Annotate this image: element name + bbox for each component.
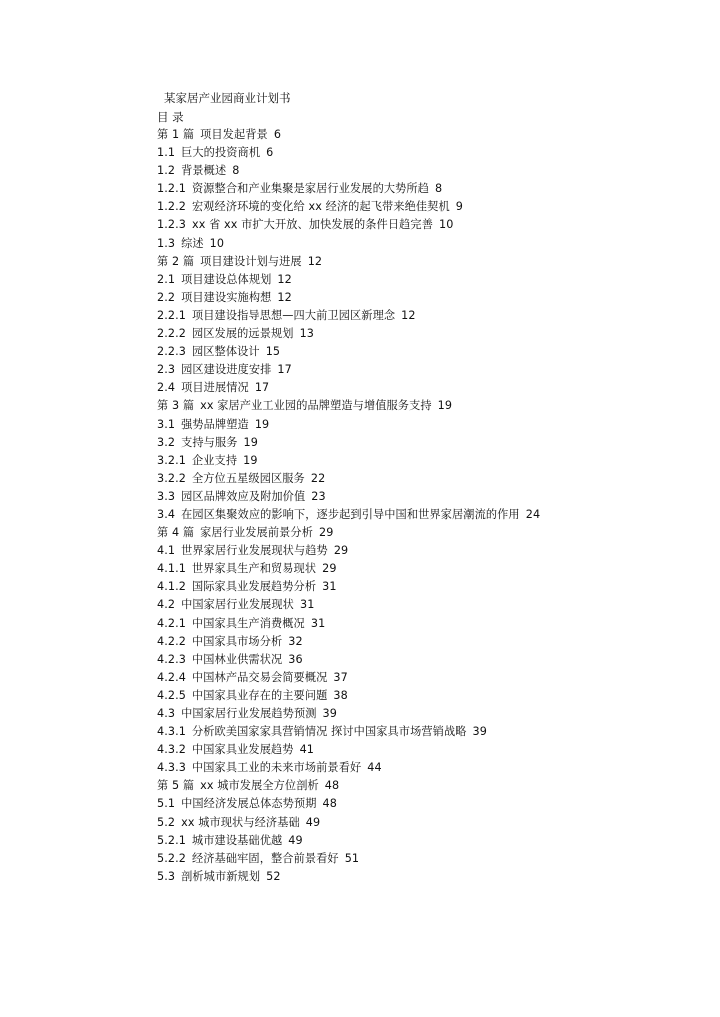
- toc-entry[interactable]: [157, 417, 540, 435]
- toc-entry-number: 3.3: [157, 489, 176, 503]
- document-title: 某家居产业园商业计划书: [164, 91, 291, 105]
- toc-entry[interactable]: [157, 579, 540, 597]
- toc-entry-number: 4.3.1: [157, 725, 186, 739]
- toc-entry-number: 4.1.2: [157, 580, 186, 594]
- toc-entry-page-number: 19: [254, 417, 270, 431]
- toc-entry-title: xx 城市现状与经济基础: [181, 815, 300, 829]
- toc-entry[interactable]: [157, 561, 540, 579]
- toc-entry-page-number: 12: [277, 272, 292, 286]
- toc-entry-page-number: 51: [344, 851, 360, 865]
- toc-entry-title: 支持与服务: [181, 435, 238, 449]
- toc-entry-title: 中国家具业存在的主要问题: [191, 688, 328, 702]
- toc-entry-page-number: 36: [288, 652, 303, 666]
- toc-entry-page-number: 31: [310, 616, 326, 630]
- toc-entry-title: 宏观经济环境的变化给 xx 经济的起飞带来绝佳契机: [191, 200, 450, 214]
- toc-entry-page-number: 23: [311, 489, 326, 503]
- toc-entry[interactable]: [157, 217, 540, 235]
- toc-entry-title: 园区品牌效应及附加价值: [181, 489, 306, 503]
- toc-entry-number: 第 1 篇: [157, 128, 195, 141]
- toc-entry-title: 中国家具工业的未来市场前景看好: [191, 761, 362, 775]
- toc-entry-number: 3.4: [157, 507, 176, 521]
- toc-entry-number: 5.1: [157, 797, 176, 811]
- toc-entry-title: 世界家具生产和贸易现状: [191, 562, 317, 576]
- toc-entry-number: 4.3.3: [157, 761, 186, 775]
- toc-entry-number: 4.1: [157, 544, 176, 558]
- toc-entry[interactable]: [157, 272, 540, 290]
- toc-entry-title: 背景概述: [181, 164, 227, 178]
- toc-entry[interactable]: [157, 290, 540, 308]
- toc-entry-number: 2.1: [157, 272, 176, 286]
- toc-entry-page-number: 19: [243, 453, 258, 467]
- toc-entry[interactable]: [157, 181, 540, 199]
- toc-entry[interactable]: [157, 453, 540, 471]
- toc-entry-number: 1.2.2: [157, 200, 186, 214]
- toc-entry-title: xx 省 xx 市扩大开放、加快发展的条件日趋完善: [191, 218, 433, 232]
- toc-entry-title: 国际家具业发展趋势分析: [191, 580, 317, 594]
- toc-entry-title: 园区建设进度安排: [181, 363, 272, 377]
- toc-entry-page-number: 10: [439, 218, 454, 232]
- toc-entry-page-number: 44: [367, 761, 382, 775]
- toc-entry[interactable]: [157, 254, 540, 272]
- toc-entry-number: 4.2.1: [157, 616, 186, 630]
- toc-entry-page-number: 32: [288, 634, 303, 648]
- toc-entry-page-number: 17: [277, 363, 292, 377]
- toc-entry[interactable]: [157, 688, 540, 706]
- toc-entry-number: 5.2: [157, 815, 176, 829]
- toc-entry-page-number: 39: [322, 707, 337, 720]
- toc-entry-title: 综述: [181, 236, 204, 250]
- toc-entry[interactable]: [157, 489, 540, 507]
- toc-entry-title: 中国家居行业发展趋势预测: [181, 707, 317, 720]
- toc-entry-page-number: 52: [266, 869, 281, 883]
- toc-entry[interactable]: [157, 742, 540, 760]
- table-of-contents: [157, 127, 540, 887]
- toc-entry-page-number: 12: [307, 254, 323, 268]
- toc-entry[interactable]: [157, 706, 540, 724]
- toc-entry[interactable]: [157, 652, 540, 670]
- toc-entry[interactable]: [157, 362, 540, 380]
- toc-entry-page-number: 12: [277, 290, 292, 304]
- toc-entry-number: 5.2.2: [157, 851, 186, 865]
- toc-entry-page-number: 31: [322, 580, 337, 594]
- toc-entry-page-number: 31: [299, 598, 315, 612]
- toc-entry-number: 第 5 篇: [157, 779, 195, 793]
- toc-entry-page-number: 8: [232, 164, 240, 178]
- toc-entry-title: 项目建设指导思想—四大前卫园区新理念: [191, 308, 396, 322]
- toc-entry-title: 全方位五星级园区服务: [191, 471, 305, 485]
- toc-entry[interactable]: [157, 815, 540, 833]
- toc-entry-number: 5.3: [157, 869, 176, 883]
- toc-entry-number: 1.1: [157, 146, 176, 160]
- toc-entry[interactable]: [157, 796, 540, 814]
- toc-entry-page-number: 49: [288, 833, 303, 847]
- toc-entry[interactable]: [157, 869, 540, 887]
- toc-entry-title: 世界家居行业发展现状与趋势: [181, 544, 328, 558]
- toc-entry[interactable]: [157, 525, 540, 543]
- toc-entry-number: 4.3: [157, 707, 176, 720]
- toc-entry-title: 经济基础牢固，整合前景看好: [191, 851, 339, 865]
- toc-entry-page-number: 8: [435, 182, 443, 196]
- toc-entry[interactable]: [157, 308, 540, 326]
- toc-entry-number: 1.2: [157, 164, 176, 178]
- toc-entry[interactable]: [157, 163, 540, 181]
- toc-entry-number: 4.3.2: [157, 743, 186, 757]
- toc-entry-page-number: 15: [265, 345, 281, 359]
- toc-entry-title: 中国经济发展总体态势预期: [181, 797, 317, 811]
- toc-entry-page-number: 49: [305, 815, 321, 829]
- toc-entry[interactable]: [157, 380, 540, 398]
- toc-entry[interactable]: [157, 616, 540, 634]
- toc-entry-number: 1.2.3: [157, 218, 186, 232]
- toc-entry-number: 4.2.3: [157, 652, 186, 666]
- toc-entry[interactable]: [157, 851, 540, 869]
- toc-entry[interactable]: [157, 145, 540, 163]
- toc-entry-number: 2.2.2: [157, 327, 186, 341]
- toc-entry-number: 4.2: [157, 598, 176, 612]
- toc-entry-title: 中国家具市场分析: [191, 634, 283, 648]
- toc-entry-page-number: 48: [322, 797, 337, 811]
- toc-entry-title: 项目建设计划与进展: [200, 254, 302, 268]
- toc-entry-page-number: 29: [319, 526, 334, 540]
- toc-entry[interactable]: [157, 597, 540, 615]
- toc-entry-title: 强势品牌塑造: [181, 417, 249, 431]
- toc-entry-title: 巨大的投资商机: [181, 146, 261, 160]
- toc-entry-number: 第 2 篇: [157, 254, 195, 268]
- toc-entry[interactable]: [157, 634, 540, 652]
- toc-entry[interactable]: [157, 199, 540, 217]
- toc-entry-title: 在园区集聚效应的影响下，逐步起到引导中国和世界家居潮流的作用: [181, 507, 520, 521]
- toc-entry-page-number: 41: [299, 743, 314, 757]
- toc-entry[interactable]: [157, 543, 540, 561]
- toc-entry-number: 第 3 篇: [157, 399, 195, 413]
- toc-entry[interactable]: [157, 435, 540, 453]
- toc-entry-page-number: 17: [254, 381, 270, 395]
- toc-entry-number: 2.3: [157, 363, 176, 377]
- toc-entry-page-number: 6: [266, 146, 274, 160]
- toc-entry-number: 1.2.1: [157, 182, 186, 196]
- toc-entry-title: 中国林产品交易会简要概况: [191, 670, 328, 684]
- toc-entry-title: 剖析城市新规划: [181, 869, 261, 883]
- toc-entry[interactable]: [157, 471, 540, 489]
- toc-entry-title: 家居行业发展前景分析: [200, 526, 313, 540]
- toc-entry-number: 1.3: [157, 236, 176, 250]
- toc-entry-title: 中国林业供需状况: [191, 652, 283, 666]
- toc-entry-title: 项目建设总体规划: [181, 272, 272, 286]
- toc-entry-page-number: 19: [437, 399, 453, 413]
- toc-entry-title: 中国家具业发展趋势: [191, 743, 294, 757]
- toc-entry-page-number: 9: [455, 200, 463, 214]
- toc-entry[interactable]: [157, 326, 540, 344]
- toc-entry[interactable]: [157, 507, 540, 525]
- toc-entry-number: 3.2.2: [157, 471, 186, 485]
- toc-entry[interactable]: [157, 670, 540, 688]
- toc-entry-page-number: 6: [273, 128, 282, 141]
- toc-entry-number: 第 4 篇: [157, 526, 195, 540]
- toc-entry-title: 城市建设基础优越: [191, 833, 283, 847]
- toc-entry-title: 企业支持: [191, 453, 238, 467]
- toc-entry-page-number: 24: [525, 507, 541, 521]
- toc-entry-number: 2.2: [157, 290, 176, 304]
- toc-entry-number: 4.2.5: [157, 688, 186, 702]
- toc-entry-page-number: 13: [299, 327, 314, 341]
- toc-entry-number: 3.1: [157, 417, 176, 431]
- toc-entry-page-number: 12: [401, 308, 416, 322]
- toc-entry-title: 园区整体设计: [191, 345, 260, 359]
- toc-entry-number: 4.1.1: [157, 562, 186, 576]
- toc-entry-title: 项目建设实施构想: [181, 290, 272, 304]
- toc-entry-page-number: 19: [243, 435, 258, 449]
- toc-entry-title: 中国家具生产消费概况: [191, 616, 305, 630]
- toc-entry-number: 4.2.2: [157, 634, 186, 648]
- toc-entry-page-number: 37: [333, 670, 348, 684]
- toc-entry-page-number: 29: [333, 544, 349, 558]
- toc-entry-page-number: 29: [322, 562, 337, 576]
- toc-entry-number: 2.2.3: [157, 345, 186, 359]
- toc-entry[interactable]: [157, 344, 540, 362]
- toc-entry[interactable]: [157, 236, 540, 254]
- toc-entry[interactable]: [157, 724, 540, 742]
- toc-entry-page-number: 48: [324, 779, 340, 793]
- toc-entry[interactable]: [157, 778, 540, 796]
- toc-entry-number: 3.2: [157, 435, 176, 449]
- toc-entry-number: 2.2.1: [157, 308, 186, 322]
- toc-entry[interactable]: [157, 833, 540, 851]
- toc-entry-number: 4.2.4: [157, 670, 186, 684]
- toc-entry-number: 5.2.1: [157, 833, 186, 847]
- toc-entry-title: 项目进展情况: [181, 381, 249, 395]
- toc-entry[interactable]: [157, 398, 540, 416]
- toc-entry[interactable]: [157, 760, 540, 778]
- toc-entry-title: 园区发展的远景规划: [191, 327, 294, 341]
- toc-entry-title: 分析欧美国家家具营销情况 探讨中国家具市场营销战略: [191, 725, 467, 739]
- toc-entry[interactable]: [157, 127, 540, 145]
- toc-entry-title: 资源整合和产业集聚是家居行业发展的大势所趋: [191, 182, 430, 196]
- toc-entry-number: 3.2.1: [157, 453, 186, 467]
- toc-heading: 目 录: [157, 110, 184, 124]
- toc-entry-title: 中国家居行业发展现状: [181, 598, 294, 612]
- toc-entry-page-number: 38: [333, 688, 348, 702]
- toc-entry-title: xx 家居产业工业园的品牌塑造与增值服务支持: [200, 399, 432, 413]
- toc-entry-title: 项目发起背景: [200, 128, 268, 141]
- toc-entry-page-number: 22: [310, 471, 326, 485]
- toc-entry-title: xx 城市发展全方位剖析: [200, 779, 319, 793]
- toc-entry-number: 2.4: [157, 381, 176, 395]
- toc-entry-page-number: 39: [472, 725, 487, 739]
- toc-entry-page-number: 10: [209, 236, 225, 250]
